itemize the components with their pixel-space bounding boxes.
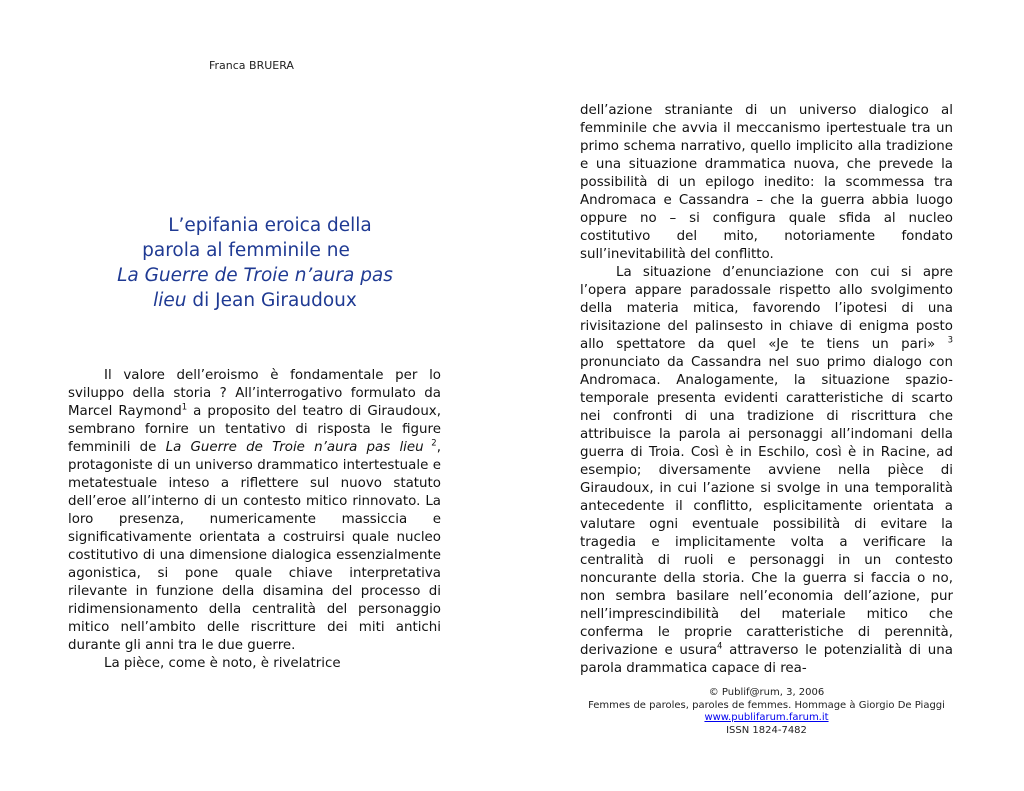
title-line-1: L’epifania eroica della: [168, 215, 372, 236]
copyright-line: © Publif@rum, 3, 2006: [708, 687, 825, 698]
paragraph: dell’azione straniante di un universo dialogico al femminile che avvia il meccanismo ipertestuale tra un primo schema narrativo, quello implicito alla tradizione e una situazione drammatica nuova, che prevede la possibilità di un epilogo inedito: la scommessa tra Andromaca e Cassandra – che la guerra abbia luogo oppure no – si configura quale sfida al nucleo costitutivo del mito, notoriamente fondato sull’inevitabilità del conflitto.: [580, 103, 953, 262]
title-line-4: [100, 288, 410, 313]
paragraph: [68, 367, 441, 655]
title-line-3: [100, 263, 410, 288]
paragraph-text: attraverso le potenzialità di una parola drammatica capace di rea-: [580, 643, 953, 676]
issn-line: ISSN 1824-7482: [726, 724, 807, 736]
left-column: [68, 367, 441, 673]
paragraph-text: La situazione d’enunciazione con cui si apre l’opera appare paradossale rispetto allo svolgimento della materia mitica, favorendo l’ipotesi di una rivisitazione del palinsesto in chiave di enigma posto allo spettatore da quel «Je te tiens un pari»: [580, 265, 953, 352]
paragraph: [580, 264, 953, 678]
footnote-ref-4[interactable]: 4: [717, 641, 723, 652]
paragraph: La pièce, come è noto, è rivelatrice: [104, 656, 341, 671]
footnote-ref-3[interactable]: 3: [947, 335, 953, 346]
title-line-2: parola al femminile ne: [142, 240, 350, 261]
website-link[interactable]: www.publifarum.farum.it: [704, 712, 829, 723]
paragraph-text: a proposito del teatro di Giraudoux, sembrano fornire un tentativo di risposta le figure femminili de: [68, 404, 441, 455]
publication-subtitle: Femmes de paroles, paroles de femmes. Hommage à Giorgio De Piaggi: [588, 699, 945, 711]
footnote-ref-2[interactable]: 2: [423, 438, 437, 449]
title-work-italic-end: lieu: [153, 290, 187, 311]
title-author-ref: di Jean Giraudoux: [186, 290, 357, 311]
right-column: [580, 102, 953, 678]
author-name: Franca BRUERA: [209, 59, 294, 72]
paragraph-text: Il valore dell’eroismo è fondamentale per lo sviluppo della storia ? All’interrogativo formulato da Marcel Raymond: [68, 368, 441, 419]
work-title-italic: La Guerre de Troie n’aura pas lieu: [165, 440, 424, 455]
paragraph-text: , protagoniste di un universo drammatico intertestuale e metatestuale inteso a riflettere sul nuovo statuto dell’eroe all’interno di un contesto mitico rinnovato. La loro presenza, numericamente massiccia e significativamente orientata a costruirsi quale nucleo costitutivo di una dimensione dialogica essenzialmente agonistica, si pone quale chiave interpretativa rilevante in funzione della disamina del processo di ridimensionamento della centralità del personaggio mitico nell’ambito delle riscritture dei miti antichi durante gli anni tra le due guerre.: [68, 440, 441, 653]
title-work-italic: La Guerre de Troie n’aura pas: [117, 265, 393, 286]
footnote-ref-1[interactable]: 1: [181, 402, 188, 413]
paragraph-text: pronunciato da Cassandra nel suo primo dialogo con Andromaca. Analogamente, la situazione spazio-temporale presenta evidenti caratteristiche di scarto nei confronti di una tradizione di riscrittura che attribuisce la parola ai personaggi all’indomani della guerra di Troia. Così è in Eschilo, così è in Racine, ad esempio; diversamente avviene nella pièce di Giraudoux, in cui l’azione si svolge in una temporalità antecedente il conflitto, esplicitamente orientata a valutare ogni eventuale possibilità di evitare la tragedia e implicitamente volta a verificare la centralità di ruoli e personaggi in un contesto noncurante della storia. Che la guerra si faccia o no, non sembra basilare nell’economia dell’azione, pur nell’imprescindibilità del materiale mitico che conferma le proprie caratteristiche di perennità, derivazione e usura: [580, 355, 953, 658]
page-footer: [580, 687, 953, 737]
article-title: [100, 213, 410, 313]
